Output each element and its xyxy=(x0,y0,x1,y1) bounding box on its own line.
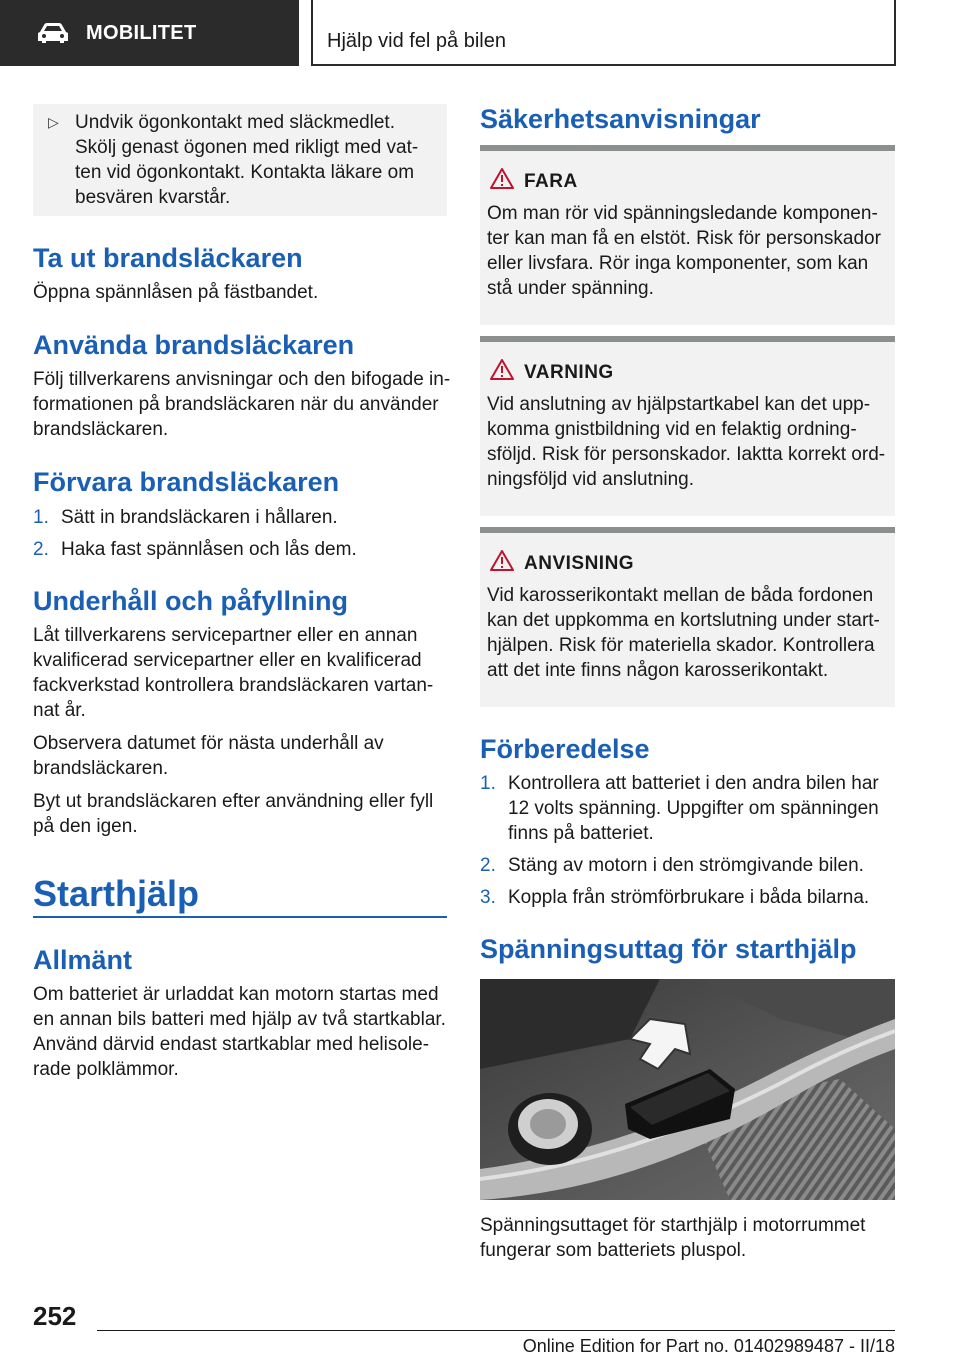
warning-box-warning xyxy=(480,336,895,516)
eye-contact-note xyxy=(33,104,447,216)
warning-triangle-icon xyxy=(490,358,514,380)
list-item: 2. Stäng av motorn i den strömgivande bilen. xyxy=(480,855,864,876)
warning-triangle-icon xyxy=(490,549,514,571)
warning-title: VARNING xyxy=(524,362,614,383)
heading-safety: Säkerhetsanvisningar xyxy=(480,104,761,134)
maintenance-p3: Byt ut brandsläckaren efter användning eller fyll på den igen. xyxy=(33,791,434,837)
note-text: Undvik ögonkontakt med släckmedlet. Skölj genast ögonen med rikligt med vat- ten vid ögonkontakt. Kontakta läkare om besvären kvarstår. xyxy=(75,112,419,208)
chapter-title: Hjälp vid fel på bilen xyxy=(327,30,506,52)
page-header xyxy=(0,0,960,66)
section-title: MOBILITET xyxy=(86,21,197,44)
warning-text: Om man rör vid spänningsledande komponen- ter kan man få en elstöt. Risk för personskador eller livsfara. Rör inga komponenter, som kan stå under spänning. xyxy=(487,203,881,299)
warning-box-notice xyxy=(480,527,895,707)
jump-start-title: Starthjälp xyxy=(33,873,200,914)
heading-preparation: Förberedelse xyxy=(480,734,650,764)
section-tab xyxy=(0,0,299,66)
list-item: 1. Sätt in brandsläckaren i hållaren. xyxy=(33,507,338,528)
chapter-tab xyxy=(311,0,896,66)
heading-general: Allmänt xyxy=(33,945,133,975)
warning-triangle-icon xyxy=(490,167,514,189)
warning-title: ANVISNING xyxy=(524,553,635,574)
edition-text: Online Edition for Part no. 01402989487 - II/18 xyxy=(522,1336,895,1356)
car-icon xyxy=(36,22,70,44)
list-item: 2. Haka fast spännlåsen och lås dem. xyxy=(33,539,357,560)
use-text: Följ tillverkarens anvisningar och den bifogade in- formationen på brandsläckaren när du använder brandsläckaren. xyxy=(33,369,451,440)
title-rule xyxy=(33,916,447,918)
photo-caption: Spänningsuttaget för starthjälp i motorrummet fungerar som batteriets pluspol. xyxy=(480,1215,866,1261)
list-item: 3. Koppla från strömförbrukare i båda bilarna. xyxy=(480,887,870,908)
engine-bay-photo xyxy=(480,979,895,1200)
heading-maintenance: Underhåll och påfyllning xyxy=(33,586,349,616)
heading-take-out: Ta ut brandsläckaren xyxy=(33,243,303,273)
warning-title: FARA xyxy=(524,171,578,192)
heading-store: Förvara brandsläckaren xyxy=(33,467,340,497)
triangle-bullet-icon: ▷ xyxy=(48,114,59,130)
heading-use: Använda brandsläckaren xyxy=(33,330,355,360)
take-out-text: Öppna spännlåsen på fästbandet. xyxy=(33,282,319,303)
heading-socket: Spänningsuttag för starthjälp xyxy=(480,934,857,964)
warning-box-danger xyxy=(480,145,895,325)
list-item: 1. Kontrollera att batteriet i den andra bilen har 12 volts spänning. Uppgifter om spänningen finns på batteriet. xyxy=(480,773,879,844)
warning-text: Vid karosserikontakt mellan de båda fordonen kan det uppkomma en kortslutning under start- hjälpen. Risk för materiella skador. Kontrollera att det inte finns någon karosserikontakt. xyxy=(487,585,880,681)
footer-rule xyxy=(97,1330,895,1331)
general-text: Om batteriet är urladdat kan motorn startas med en annan bils batteri med hjälp av två startkablar. Använd därvid endast startkablar med helisole- rade polklämmor. xyxy=(33,984,446,1080)
maintenance-p1: Låt tillverkarens servicepartner eller en annan kvalificerad servicepartner eller en kvalificerad fackverkstad kontrollera brandsläckaren vartan- nat år. xyxy=(33,625,434,721)
warning-text: Vid anslutning av hjälpstartkabel kan det upp- komma gnistbildning vid en felaktig ordning- sföljd. Risk för personskador. Iaktta korrekt ord- ningsföljd vid anslutning. xyxy=(487,394,886,490)
page-number: 252 xyxy=(33,1301,77,1331)
maintenance-p2: Observera datumet för nästa underhåll av brandsläckaren. xyxy=(33,733,384,779)
